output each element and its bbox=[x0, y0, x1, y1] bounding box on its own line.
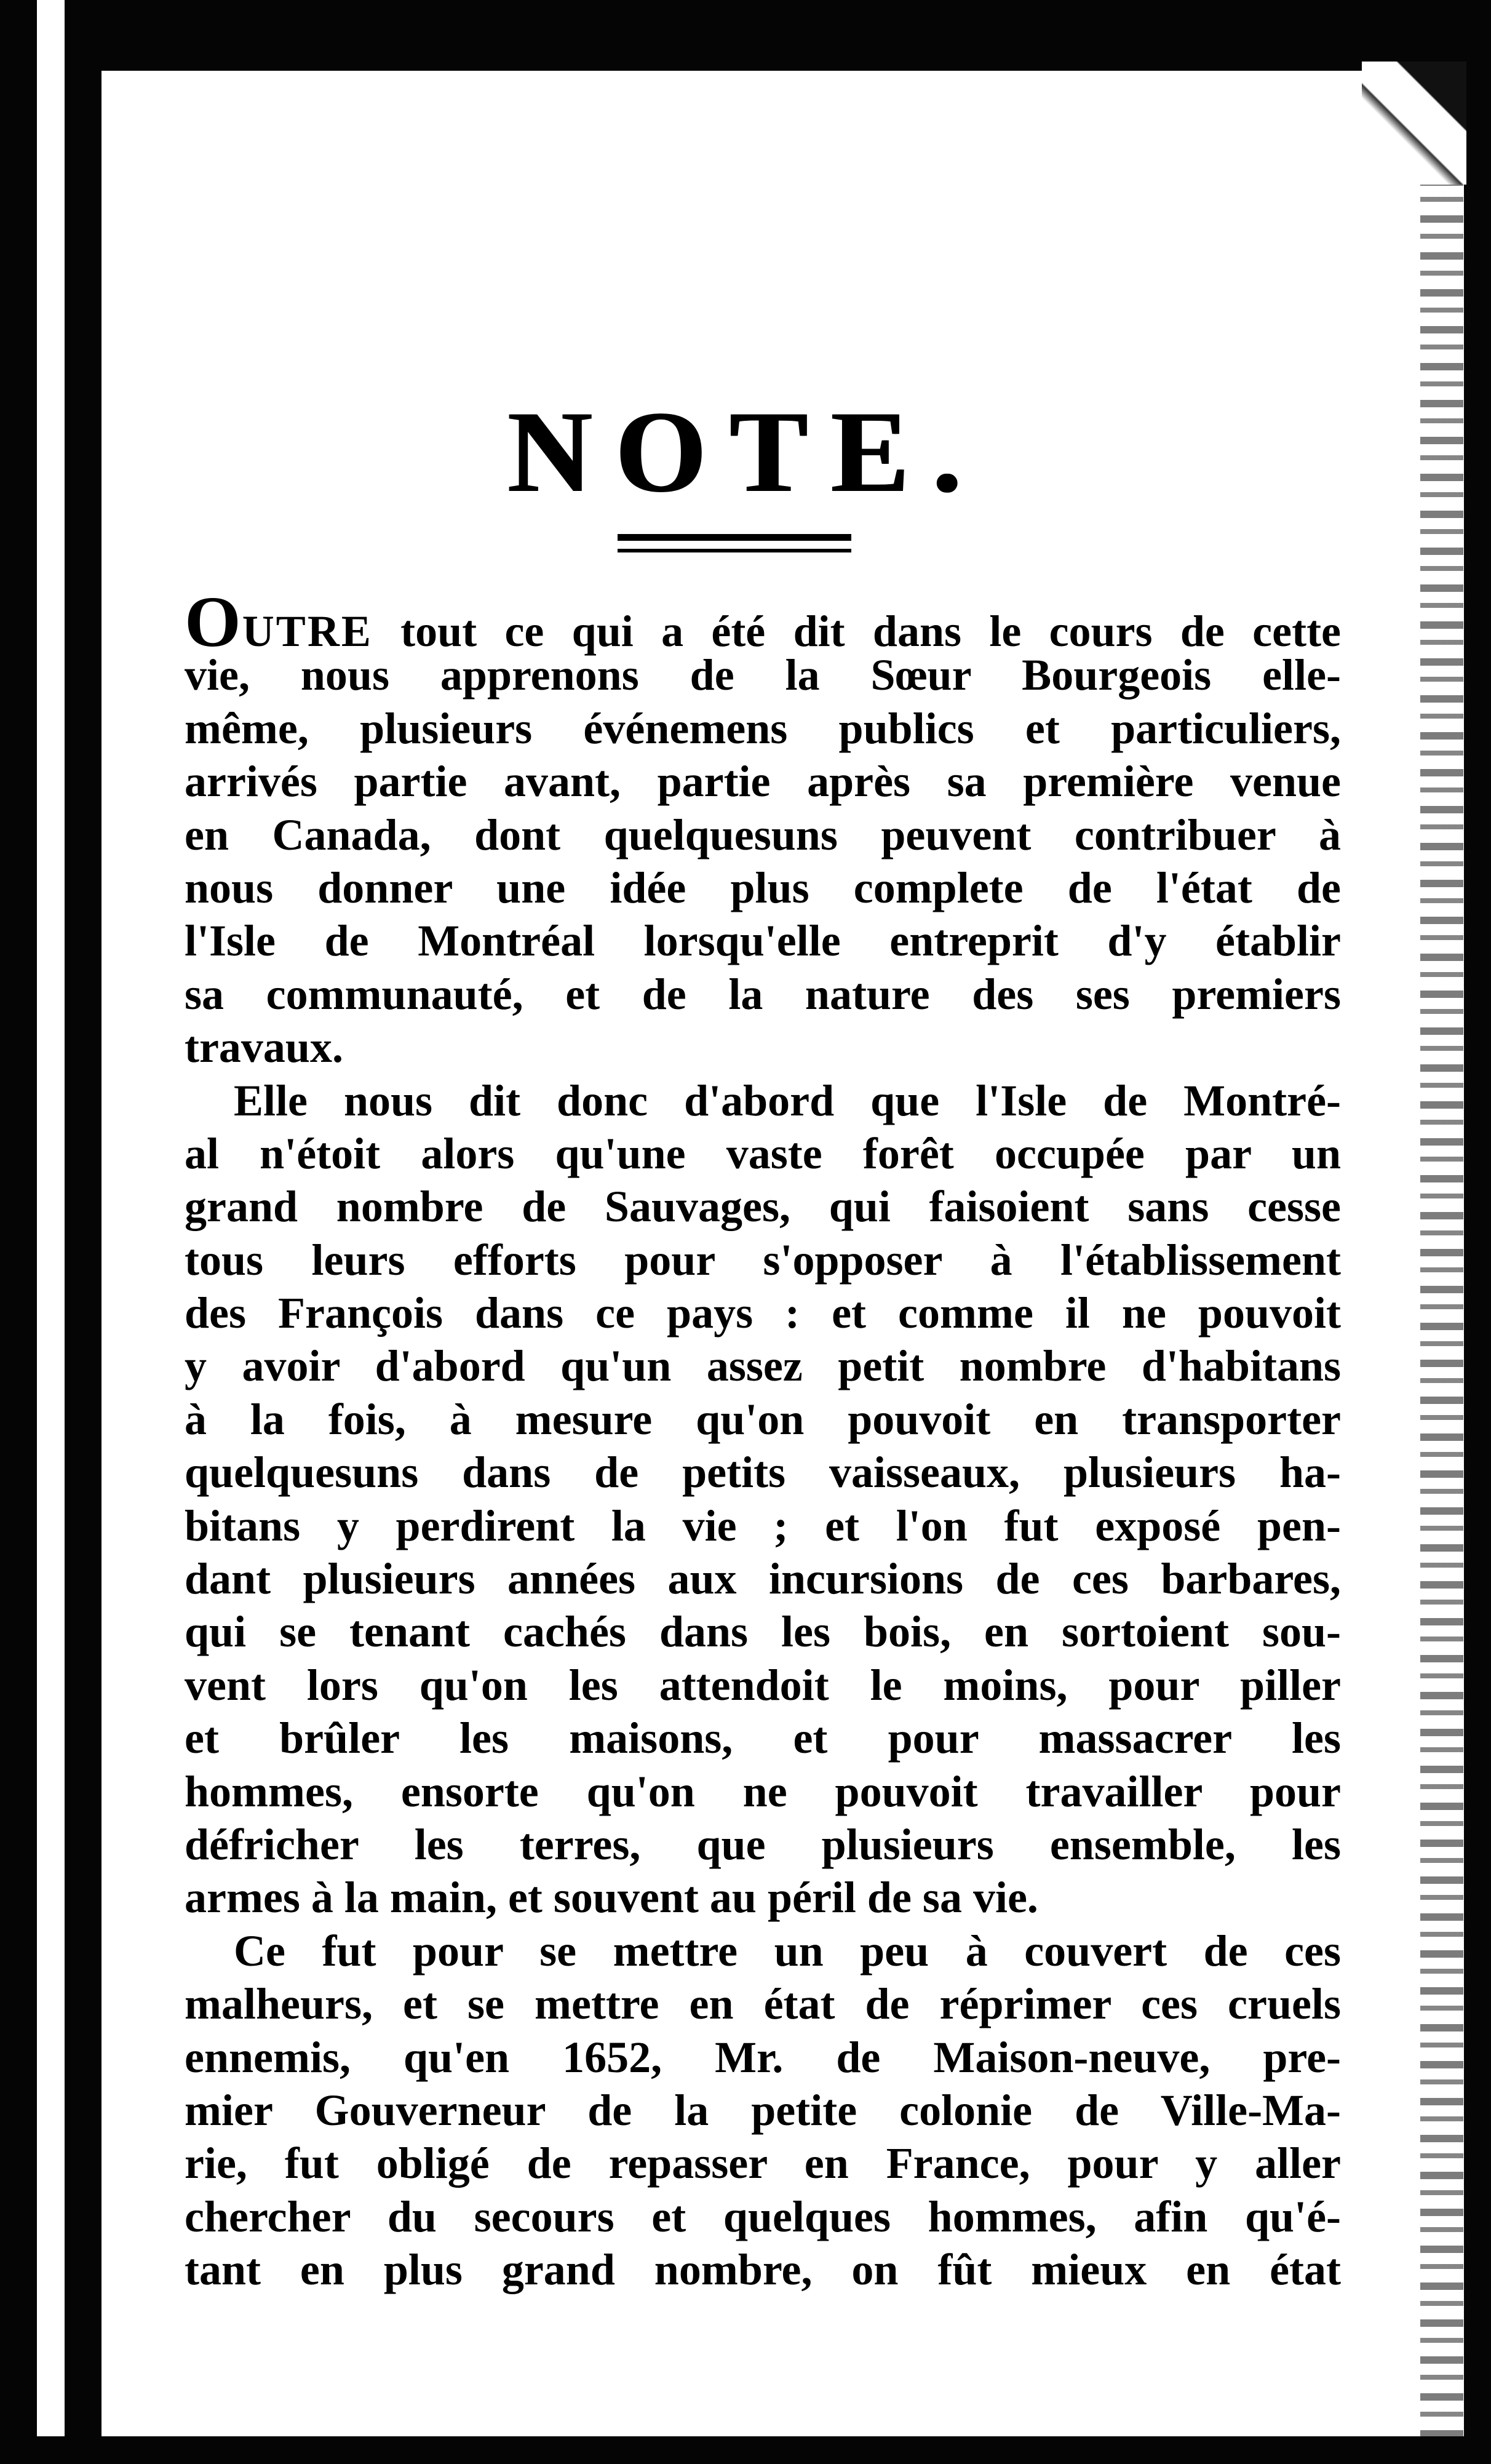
text-line: en Canada, dont quelquesuns peuvent contribuer à bbox=[185, 810, 1341, 859]
text-line: Elle nous dit donc d'abord que l'Isle de Montré- bbox=[234, 1075, 1341, 1125]
text-line: tant en plus grand nombre, on fût mieux en état bbox=[185, 2245, 1341, 2295]
text-line: rie, fut obligé de repasser en France, pour y aller bbox=[185, 2139, 1341, 2188]
text-line: malheurs, et se mettre en état de réprimer ces cruels bbox=[185, 1979, 1341, 2029]
page-heading: NOTE. bbox=[507, 388, 984, 517]
text-line: Ce fut pour se mettre un peu à couvert de ces bbox=[234, 1926, 1341, 1976]
text-line: hommes, ensorte qu'on ne pouvoit travailler pour bbox=[185, 1766, 1341, 1816]
text-line: al n'étoit alors qu'une vaste forêt occupée par un bbox=[185, 1128, 1341, 1178]
text-line: l'Isle de Montréal lorsqu'elle entreprit d'y établir bbox=[185, 916, 1341, 966]
text-line: vie, nous apprenons de la Sœur Bourgeois elle- bbox=[185, 650, 1341, 700]
scan-edge-bottom bbox=[0, 2436, 1491, 2464]
paragraph-1-line-1 bbox=[185, 581, 1341, 662]
text-line: armes à la main, et souvent au péril de sa vie. bbox=[185, 1873, 1038, 1923]
text-line: chercher du secours et quelques hommes, afin qu'é- bbox=[185, 2191, 1341, 2241]
text-line: y avoir d'abord qu'un assez petit nombre d'habitans bbox=[185, 1341, 1341, 1391]
text-line: sa communauté, et de la nature des ses premiers bbox=[185, 969, 1341, 1019]
heading-rule-thin bbox=[618, 549, 851, 552]
text-line: dant plusieurs années aux incursions de ces barbares, bbox=[185, 1554, 1341, 1604]
text-line: tous leurs efforts pour s'opposer à l'établissement bbox=[185, 1235, 1341, 1285]
text-line: même, plusieurs événemens publics et particuliers, bbox=[185, 703, 1341, 753]
text-line: nous donner une idée plus complete de l'état de bbox=[185, 863, 1341, 912]
text-line: à la fois, à mesure qu'on pouvoit en transporter bbox=[185, 1394, 1341, 1444]
text-line: travaux. bbox=[185, 1023, 343, 1072]
facing-page-strip bbox=[37, 0, 65, 2464]
body-text bbox=[185, 581, 1341, 2297]
text-line: quelquesuns dans de petits vaisseaux, plusieurs ha- bbox=[185, 1448, 1341, 1497]
text-line: défricher les terres, que plusieurs ensemble, les bbox=[185, 1819, 1341, 1869]
dog-eared-corner bbox=[1362, 62, 1466, 185]
text-line: vent lors qu'on les attendoit le moins, pour piller bbox=[185, 1660, 1341, 1710]
text-line: des François dans ce pays : et comme il ne pouvoit bbox=[185, 1288, 1341, 1338]
small-caps-word: UTRE bbox=[242, 607, 373, 656]
text-line: grand nombre de Sauvages, qui faisoient sans cesse bbox=[185, 1182, 1341, 1232]
text-line: arrivés partie avant, partie après sa première venue bbox=[185, 757, 1341, 807]
text-line: qui se tenant cachés dans les bois, en sortoient sou- bbox=[185, 1607, 1341, 1657]
text-line: mier Gouverneur de la petite colonie de Ville-Ma- bbox=[185, 2085, 1341, 2135]
heading-rule-thick bbox=[618, 534, 851, 541]
text-line: ennemis, qu'en 1652, Mr. de Maison-neuve, pre- bbox=[185, 2032, 1341, 2082]
text-line: et brûler les maisons, et pour massacrer les bbox=[185, 1713, 1341, 1763]
scan-edge-right bbox=[1463, 0, 1491, 2464]
line-text: tout ce qui a été dit dans le cours de cette bbox=[372, 607, 1341, 656]
text-line: bitans y perdirent la vie ; et l'on fut exposé pen- bbox=[185, 1501, 1341, 1550]
drop-cap: O bbox=[185, 581, 242, 662]
scan-edge-top bbox=[0, 0, 1491, 71]
